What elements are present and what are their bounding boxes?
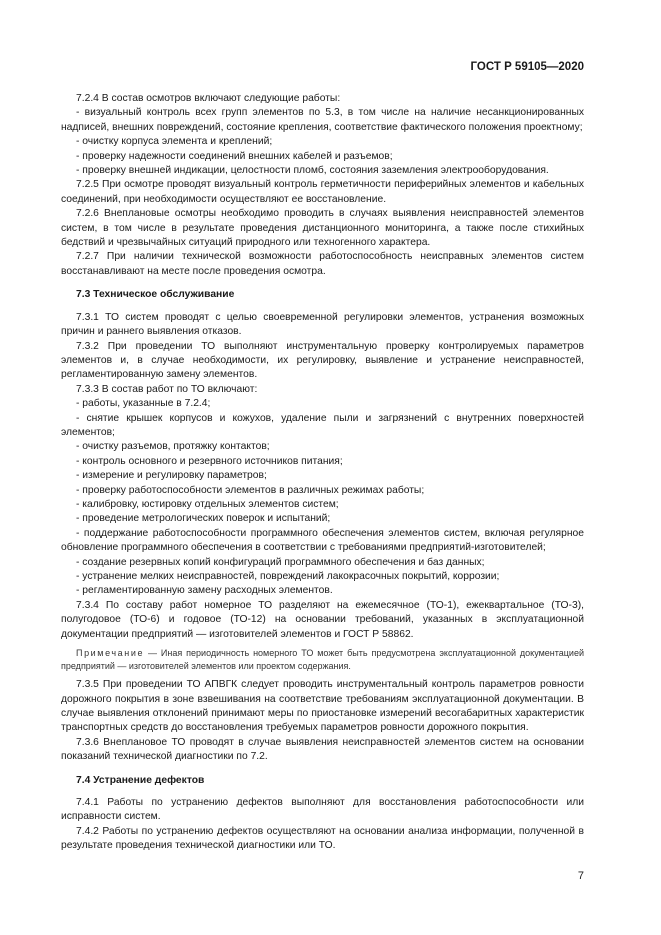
list-item: - проверку работоспособности элементов в различных режимах работы;	[76, 484, 425, 496]
paragraph-7-3-3: 7.3.3 В состав работ по ТО включают:	[76, 383, 258, 395]
paragraph-7-3-4: 7.3.4 По составу работ номерное ТО разделяют на ежемесячное (ТО-1), ежеквартальное (ТО-3), полугодовое (ТО-6) и годовое (ТО-12) на основании требований, указанных в эксплуатационной документации предприятий — изготовителей элементов и ГОСТ Р 58862.	[61, 599, 584, 640]
paragraph-7-3-6: 7.3.6 Внеплановое ТО проводят в случае выявления неисправностей элементов систем на основании показаний технической диагностики по 7.2.	[61, 736, 584, 763]
list-item: - проведение метрологических поверок и испытаний;	[76, 513, 331, 525]
list-item: - калибровку, юстировку отдельных элементов систем;	[76, 498, 339, 510]
section-heading-7-3: 7.3 Техническое обслуживание	[76, 289, 235, 301]
paragraph-7-2-5: 7.2.5 При осмотре проводят визуальный контроль герметичности периферийных элементов и кабельных соединений, при необходимости осуществляют ее восстановление.	[61, 179, 584, 205]
paragraph-7-2-6: 7.2.6 Внеплановые осмотры необходимо проводить в случаях выявления неисправностей элементов систем, в том числе в результате проведения дистанционного мониторинга, а также после стихийных бедствий и чрезвычайных ситуаций природного или техногенного характера.	[61, 208, 584, 249]
document-header: ГОСТ Р 59105—2020	[470, 61, 584, 73]
list-item: - визуальный контроль всех групп элементов по 5.3, в том числе на наличие несанкционированных надписей, внешних повреждений, состояние крепления, соответствие фактического положения проектному;	[61, 107, 584, 133]
note-label: Примечание	[76, 648, 145, 659]
document-body	[61, 92, 584, 854]
list-item: - контроль основного и резервного источников питания;	[76, 455, 343, 467]
list-item: - проверку внешней индикации, целостности пломб, состояния заземления электрооборудования.	[76, 165, 549, 177]
list-item: - регламентированную замену расходных элементов.	[76, 585, 333, 597]
page-number: 7	[577, 870, 584, 882]
list-item: - измерение и регулировку параметров;	[76, 470, 267, 482]
note-text: — Иная периодичность номерного ТО может быть предусмотрена эксплуатационной документацией предприятий — изготовителей элементов или проектом содержания.	[61, 648, 584, 671]
paragraph-7-3-1: 7.3.1 ТО систем проводят с целью своевременной регулировки элементов, устранения возможных причин и раннего выявления отказов.	[61, 311, 584, 338]
paragraph-7-3-5: 7.3.5 При проведении ТО АПВГК следует проводить инструментальный контроль параметров ровности дорожного покрытия в зоне взвешивания на соответствие требованиям эксплуатационной документации. В случае выявления отклонений принимают меры по приостановке измерений весогабаритных характеристик транспортных средств до восстановления требуемых параметров ровности дорожного покрытия.	[61, 679, 584, 734]
paragraph-7-3-2: 7.3.2 При проведении ТО выполняют инструментальную проверку контролируемых параметров элементов и, в случае необходимости, их регулировку, выявление и устранение неисправностей, регламентированную замену элементов.	[61, 340, 584, 381]
note	[61, 647, 584, 672]
paragraph-7-4-1: 7.4.1 Работы по устранению дефектов выполняют для восстановления работоспособности или исправности систем.	[61, 797, 584, 823]
list-item: - создание резервных копий конфигураций программного обеспечения и баз данных;	[76, 556, 485, 568]
list-item: - очистку корпуса элемента и креплений;	[76, 136, 273, 148]
list-item: - проверку надежности соединений внешних кабелей и разъемов;	[76, 150, 393, 162]
list-item: - снятие крышек корпусов и кожухов, удаление пыли и загрязнений с внутренних поверхностей элементов;	[61, 412, 584, 438]
list-item: - поддержание работоспособности программного обеспечения элементов систем, включая регулярное обновление программного обеспечения в соответствии с требованиями предприятий-изготовителей;	[61, 527, 584, 554]
section-heading-7-4: 7.4 Устранение дефектов	[76, 774, 205, 786]
list-item: - устранение мелких неисправностей, повреждений лакокрасочных покрытий, коррозии;	[76, 571, 500, 582]
paragraph-7-2-7: 7.2.7 При наличии технической возможности работоспособность неисправных элементов систем восстанавливают на месте после проведения осмотра.	[61, 251, 584, 277]
list-item: - работы, указанные в 7.2.4;	[76, 398, 211, 410]
paragraph-7-4-2: 7.4.2 Работы по устранению дефектов осуществляют на основании анализа информации, полученной в результате проведения технической диагностики или ТО.	[61, 825, 584, 852]
paragraph-7-2-4: 7.2.4 В состав осмотров включают следующие работы:	[76, 93, 341, 104]
list-item: - очистку разъемов, протяжку контактов;	[76, 441, 270, 453]
